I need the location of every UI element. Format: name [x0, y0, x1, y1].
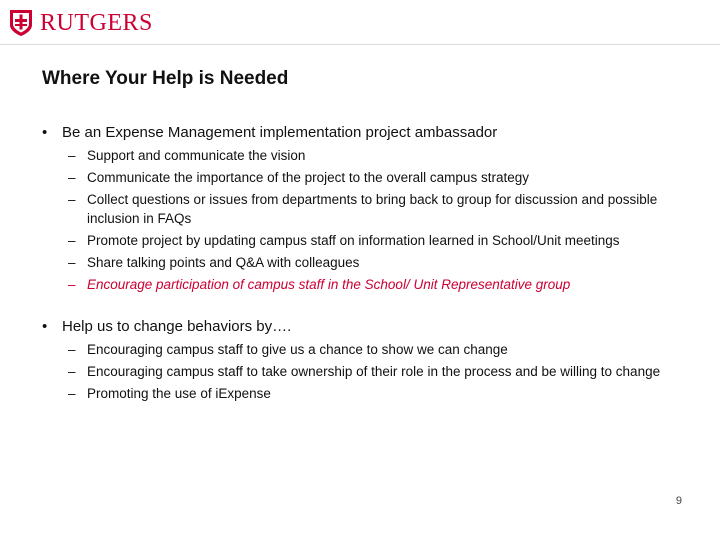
sub-bullet-item — [68, 146, 692, 165]
sub-bullet-item — [68, 340, 692, 359]
sub-bullet-text: Encouraging campus staff to give us a chance to show we can change — [87, 342, 508, 357]
sub-bullet-item — [68, 384, 692, 403]
sub-bullet-text: Support and communicate the vision — [87, 148, 306, 163]
dash-marker: – — [68, 233, 76, 248]
bullet-marker: • — [42, 318, 48, 335]
sub-bullet-text: Communicate the importance of the project to the overall campus strategy — [87, 170, 529, 185]
dash-marker: – — [68, 255, 76, 270]
dash-marker: – — [68, 342, 76, 357]
dash-marker: – — [68, 170, 76, 185]
rutgers-shield-icon — [8, 8, 34, 38]
rutgers-logo — [8, 6, 153, 40]
sub-bullet-item — [68, 168, 692, 187]
slide-content — [42, 122, 692, 406]
page-number: 9 — [675, 495, 682, 507]
slide-title: Where Your Help is Needed — [42, 68, 289, 89]
sub-bullet-item — [68, 253, 692, 272]
sub-bullet-text: Promote project by updating campus staff on information learned in School/Unit meetings — [87, 233, 620, 248]
bullet-marker: • — [42, 124, 48, 141]
sub-bullet-text: Encourage participation of campus staff in the School/ Unit Representative group — [87, 277, 571, 292]
dash-marker: – — [68, 364, 76, 379]
dash-marker: – — [68, 192, 76, 207]
sub-bullet-text: Collect questions or issues from departments to bring back to group for discussion and possible inclusion in FAQs — [87, 192, 658, 226]
slide-header — [0, 0, 720, 45]
sub-bullet-list — [68, 146, 692, 294]
dash-marker: – — [68, 148, 76, 163]
sub-bullet-list — [68, 340, 692, 403]
sub-bullet-item-highlighted — [68, 275, 692, 294]
bullet-item — [42, 122, 692, 144]
dash-marker: – — [68, 277, 76, 292]
bullet-text: Be an Expense Management implementation project ambassador — [62, 124, 498, 141]
bullet-item — [42, 316, 692, 338]
bullet-text: Help us to change behaviors by…. — [62, 318, 292, 335]
dash-marker: – — [68, 386, 76, 401]
sub-bullet-text: Promoting the use of iExpense — [87, 386, 271, 401]
sub-bullet-text: Share talking points and Q&A with colleagues — [87, 255, 360, 270]
bullet-group-1 — [42, 122, 692, 294]
sub-bullet-text: Encouraging campus staff to take ownership of their role in the process and be willing to change — [87, 364, 661, 379]
sub-bullet-item — [68, 362, 692, 381]
bullet-group-2 — [42, 316, 692, 403]
sub-bullet-item — [68, 231, 692, 250]
sub-bullet-item — [68, 190, 692, 228]
logo-wordmark: RUTGERS — [40, 9, 153, 36]
